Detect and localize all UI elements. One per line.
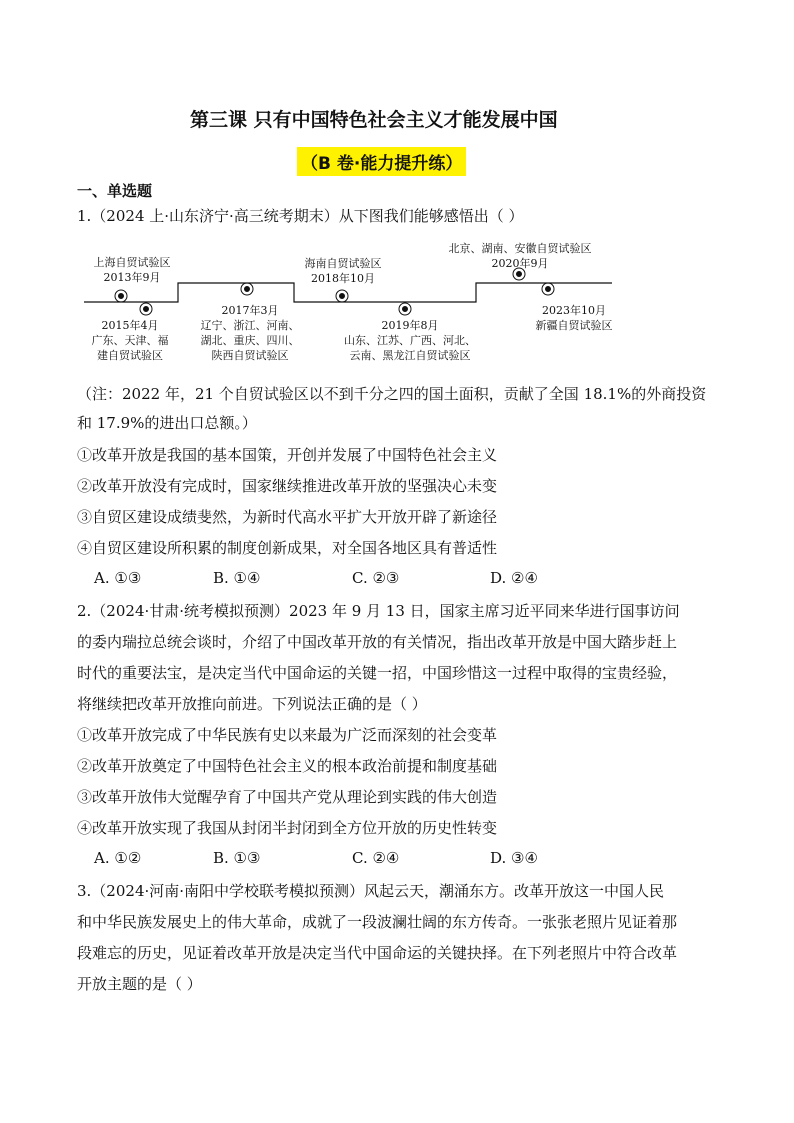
timeline-marker (542, 283, 554, 295)
question-1-statement: ②改革开放没有完成时，国家继续推进改革开放的坚强决心未变 (77, 477, 498, 495)
question-3-stem: 和中华民族发展史上的伟大革命，成就了一段波澜壮阔的东方传奇。一张张老照片见证着那 (77, 913, 678, 931)
question-2-stem: 将继续把改革开放推向前进。下列说法正确的是（ ） (77, 695, 427, 713)
question-2-statement: ③改革开放伟大觉醒孕育了中国共产党从理论到实践的伟大创造 (77, 788, 498, 806)
question-2-statement: ①改革开放完成了中华民族有史以来最为广泛而深刻的社会变革 (77, 726, 498, 744)
timeline-marker (336, 290, 348, 302)
question-3-stem: 段难忘的历史，见证着改革开放是决定当代中国命运的关键抉择。在下列老照片中符合改革 (77, 944, 678, 962)
timeline-label-shandong: 2019年8月 山东、江苏、广西、河北、 云南、黑龙江自贸试验区 (344, 319, 476, 362)
question-1-statement: ③自贸区建设成绩斐然，为新时代高水平扩大开放开辟了新途径 (77, 508, 498, 526)
question-1-option-c[interactable]: C. ②③ (352, 569, 400, 587)
page-title: 第三课 只有中国特色社会主义才能发展中国 (190, 109, 558, 131)
timeline-label-guangdong: 2015年4月 广东、天津、福 建自贸试验区 (91, 319, 169, 362)
question-2-stem: 时代的重要法宝，是决定当代中国命运的关键一招，中国珍惜这一过程中取得的宝贵经验， (77, 664, 678, 682)
question-2-stem: 的委内瑞拉总统会谈时，介绍了中国改革开放的有关情况，指出改革开放是中国大踏步赶上 (77, 633, 678, 651)
section-heading: 一、单选题 (77, 182, 153, 200)
timeline-label-shanghai: 上海自贸试验区 2013年9月 (93, 256, 171, 284)
question-1-option-b[interactable]: B. ①④ (213, 569, 261, 587)
question-1-stem: 1.（2024 上·山东济宁·高三统考期末）从下图我们能够感悟出（ ） (77, 207, 524, 225)
timeline-marker (399, 303, 411, 315)
question-1-note: 和 17.9%的进出口总额。） (77, 414, 257, 432)
page-subtitle: （B 卷·能力提升练） (297, 147, 466, 176)
timeline-marker (241, 283, 253, 295)
question-3-stem: 开放主题的是（ ） (77, 975, 202, 993)
question-2-option-a[interactable]: A. ①② (94, 849, 142, 867)
question-2-statement: ④改革开放实现了我国从封闭半封闭到全方位开放的历史性转变 (77, 819, 498, 837)
timeline-label-hainan: 海南自贸试验区 2018年10月 (304, 257, 382, 285)
timeline-label-beijing: 北京、湖南、安徽自贸试验区 2020年9月 (448, 242, 592, 270)
question-1-statement: ④自贸区建设所积累的制度创新成果，对全国各地区具有普适性 (77, 539, 498, 557)
question-1-statement: ①改革开放是我国的基本国策，开创并发展了中国特色社会主义 (77, 446, 498, 464)
timeline-label-xinjiang: 2023年10月 新疆自贸试验区 (535, 304, 613, 332)
question-1-option-a[interactable]: A. ①③ (94, 569, 142, 587)
question-2-option-b[interactable]: B. ①③ (213, 849, 261, 867)
question-2-stem: 2.（2024·甘肃·统考模拟预测）2023 年 9 月 13 日，国家主席习近平同来华进行国事访问 (77, 602, 680, 620)
question-1-note: （注：2022 年，21 个自贸试验区以不到千分之四的国土面积，贡献了全国 18.1%的外商投资 (77, 385, 707, 403)
timeline-marker (115, 290, 127, 302)
question-3-stem: 3.（2024·河南·南阳中学校联考模拟预测）风起云天，潮涌东方。改革开放这一中国人民 (77, 882, 665, 900)
question-2-statement: ②改革开放奠定了中国特色社会主义的根本政治前提和制度基础 (77, 757, 498, 775)
timeline-marker (140, 303, 152, 315)
question-2-option-d[interactable]: D. ③④ (490, 849, 538, 867)
timeline-label-liaoning: 2017年3月 辽宁、浙江、河南、 湖北、重庆、四川、 陕西自贸试验区 (200, 304, 300, 362)
question-2-option-c[interactable]: C. ②④ (352, 849, 400, 867)
question-1-option-d[interactable]: D. ②④ (490, 569, 538, 587)
